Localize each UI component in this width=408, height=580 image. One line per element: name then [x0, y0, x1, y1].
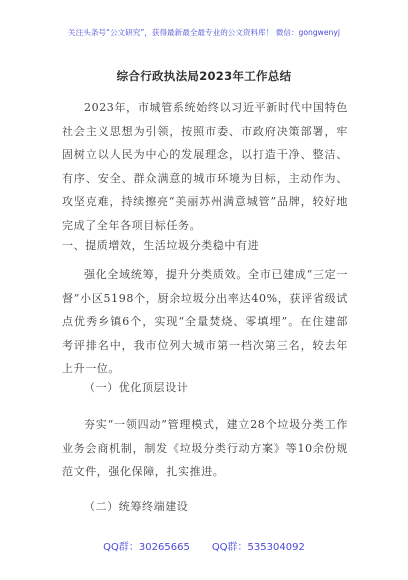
top-banner: 关注头条号“公文研究”，获得最新最全最专业的公文资料库！ 微信：gongwenyj: [68, 28, 340, 37]
section-1-paragraph: [62, 263, 348, 381]
section-1-heading: 一、提质增效，生活垃圾分类稳中有进: [62, 239, 260, 252]
footer-qq-group-1: QQ群：30265665: [103, 542, 190, 553]
document-title: 综合行政执法局2023年工作总结: [116, 69, 292, 83]
subsection-1-heading: （一）优化顶层设计: [84, 381, 189, 394]
subsection-1-paragraph: [62, 413, 348, 484]
intro-text: 2023年，市城管系统始终以习近平新时代中国特色社会主义思想为引领，按照市委、市政府决策部署，牢固树立以人民为中心的发展理念，以打造干净、整洁、有序、安全、群众满意的城市环境为目标，主动作为、攻坚克难，持续擦亮“美丽苏州满意城管”品牌，较好地完成了全年各项目标任务。: [62, 101, 348, 232]
footer-qq-group-2: QQ群：535304092: [211, 542, 305, 553]
section-1-text: 强化全域统筹，提升分类质效。全市已建成“三定一督”小区5198个，厨余垃圾分出率达40%，获评省级试点优秀乡镇6个，实现“全量焚烧、零填埋”。在住建部考评排名中，我市位列大城市第一档次第三名，较去年上升一位。: [62, 268, 348, 375]
footer-contacts: [0, 538, 408, 553]
subsection-2-heading: （二）统筹终端建设: [84, 500, 189, 513]
subsection-1-text: 夯实“一领四动”管理模式，建立28个垃圾分类工作业务会商机制，制发《垃圾分类行动方案》等10余份规范文件，强化保障，扎实推进。: [62, 418, 348, 478]
intro-paragraph: [62, 96, 348, 237]
